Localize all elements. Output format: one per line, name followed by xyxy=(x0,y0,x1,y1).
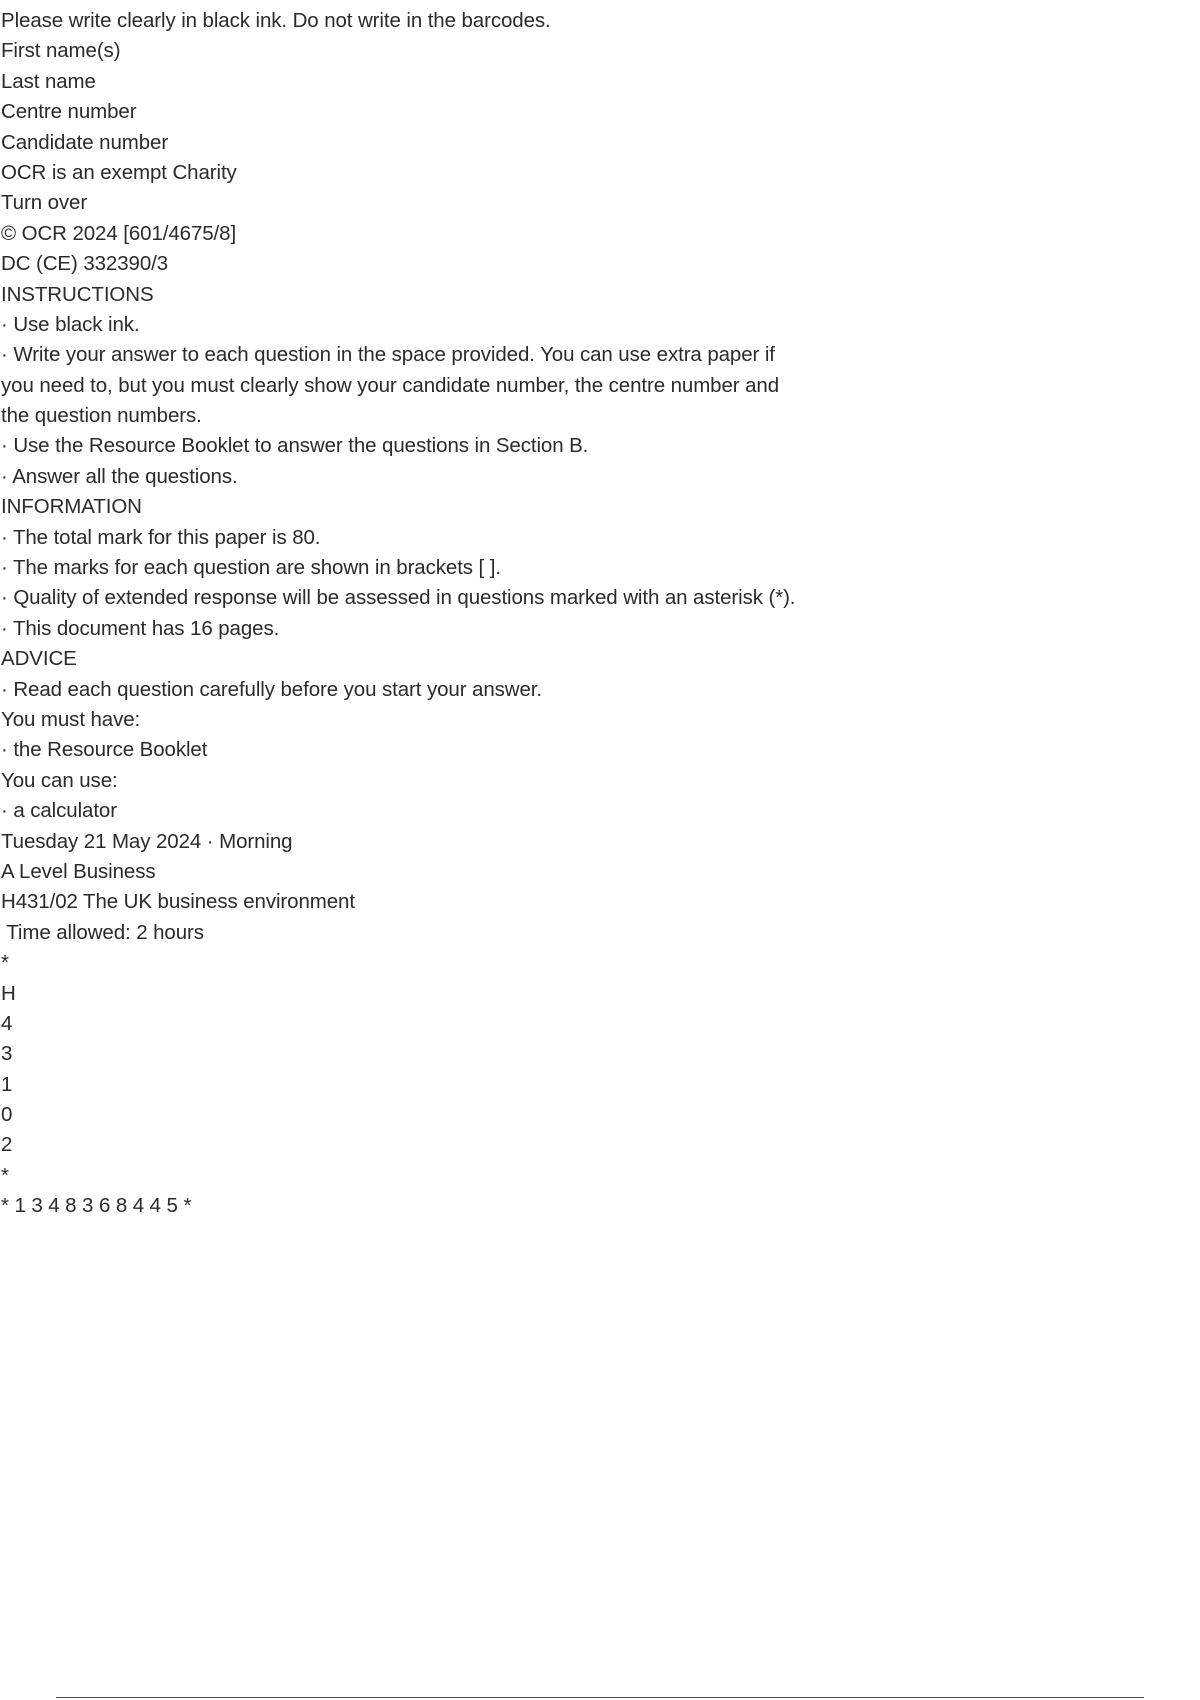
heading-instructions: INSTRUCTIONS xyxy=(1,282,154,306)
code-char-1: 1 xyxy=(1,1072,13,1096)
info-marks-brackets: · The marks for each question are shown in brackets [ ]. xyxy=(1,556,501,580)
label-first-names: First name(s) xyxy=(1,39,121,63)
code-char-h: H xyxy=(1,981,16,1005)
charity-note: OCR is an exempt Charity xyxy=(1,160,237,184)
label-last-name: Last name xyxy=(1,69,96,93)
barcode-number: * 1 3 4 8 3 6 8 4 4 5 * xyxy=(1,1194,192,1218)
exam-cover-text xyxy=(1,6,1151,1222)
instruction-answer-space-1: · Write your answer to each question in the space provided. You can use extra paper if xyxy=(1,343,775,367)
label-candidate-number: Candidate number xyxy=(1,130,169,154)
code-char-3: 3 xyxy=(1,1042,13,1066)
code-char-2: 2 xyxy=(1,1133,13,1157)
label-can-use: You can use: xyxy=(1,768,118,792)
exam-paper-title: H431/02 The UK business environment xyxy=(1,890,355,914)
instruction-answer-space-3: the question numbers. xyxy=(1,404,202,428)
item-calculator: · a calculator xyxy=(1,799,117,823)
turn-over: Turn over xyxy=(1,191,88,215)
exam-time-allowed: Time allowed: 2 hours xyxy=(1,920,204,944)
info-page-count: · This document has 16 pages. xyxy=(1,616,280,640)
info-extended-response: · Quality of extended response will be assessed in questions marked with an asterisk (*). xyxy=(1,586,796,610)
info-total-mark: · The total mark for this paper is 80. xyxy=(1,525,321,549)
label-centre-number: Centre number xyxy=(1,100,137,124)
exam-qualification: A Level Business xyxy=(1,859,156,883)
instruction-resource-booklet: · Use the Resource Booklet to answer the questions in Section B. xyxy=(1,434,589,458)
instruction-black-ink: · Use black ink. xyxy=(1,312,140,336)
code-char-4: 4 xyxy=(1,1011,13,1035)
code-asterisk-start: * xyxy=(1,951,9,975)
item-resource-booklet: · the Resource Booklet xyxy=(1,738,208,762)
instruction-answer-space-2: you need to, but you must clearly show your candidate number, the centre number and xyxy=(1,373,779,397)
copyright: © OCR 2024 [601/4675/8] xyxy=(1,221,237,245)
document-code: DC (CE) 332390/3 xyxy=(1,252,169,276)
heading-information: INFORMATION xyxy=(1,495,142,519)
instruction-answer-all: · Answer all the questions. xyxy=(1,464,238,488)
code-char-0: 0 xyxy=(1,1103,13,1127)
code-asterisk-end: * xyxy=(1,1163,9,1187)
instruction-write-clearly: Please write clearly in black ink. Do not write in the barcodes. xyxy=(1,9,551,32)
exam-date: Tuesday 21 May 2024 · Morning xyxy=(1,829,293,853)
footer-rule xyxy=(56,1697,1144,1698)
heading-advice: ADVICE xyxy=(1,647,77,671)
advice-read-carefully: · Read each question carefully before you start your answer. xyxy=(1,677,542,701)
label-must-have: You must have: xyxy=(1,707,141,731)
